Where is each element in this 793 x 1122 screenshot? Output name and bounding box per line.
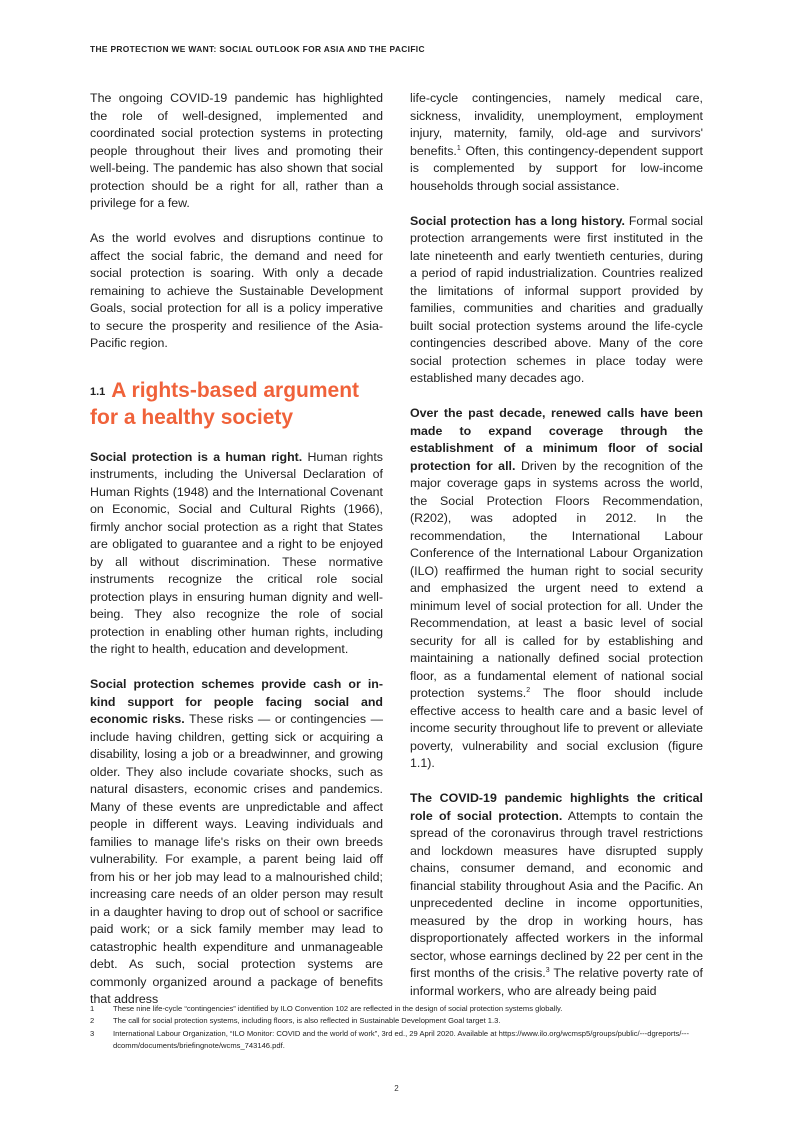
paragraph-lead: Social protection has a long history. [410,213,625,228]
paragraph-tail: The relative poverty rate of informal workers, who are already being paid [410,966,703,998]
footnote-1 [90,1003,710,1015]
paragraph-body: These risks — or contingencies — include having children, getting sick or acquiring a disability, losing a job or a breadwinner, and growing older. They also include covariate shocks, such as natural disasters, economic crises and pandemics. Many of these events are unpredictable and affect people in different ways. Leaving individuals and families to manage life's risks on their own breeds vulnerability. For example, a parent being laid off from his or her job may lead to a malnourished child; increasing care needs of an older person may result in a daughter having to drop out of school or sacrifice paid work; or a sick family member may lead to catastrophic health expenditure and unmanageable debt. As such, social protection systems are commonly organized around a package of benefits that address [90,712,383,1006]
intro-paragraph-1: The ongoing COVID-19 pandemic has highlighted the role of well-designed, implemented and coordinated social protection systems in protecting people throughout their lives and promoting their well-being. The pandemic has also shown that social protection should be a right for all, rather than a privilege for a few. [90,91,383,210]
footnote-3 [90,1028,710,1053]
footnote-number: 3 [90,1028,95,1038]
footnotes [90,1003,710,1053]
paragraph-body: Attempts to contain the spread of the coronavirus through travel restrictions and lockdown measures have disrupted supply chains, consumer demand, and economic and financial stability throughout Asia and the Pacific. An unprecedented decline in income opportunities, measured by the drop in working hours, has disproportionately affected workers in the informal sector, whose earnings declined by 22 per cent in the first months of the crisis. [410,808,703,980]
footnote-text: International Labour Organization, “ILO Monitor: COVID and the world of work”, 3rd ed., 29 April 2020. Available at https://www.ilo.org/wcmsp5/groups/public/---dgreports/---dcomm/documents/briefingnote/wcms_743146.pdf. [113,1028,689,1051]
paragraph-human-right [90,449,383,659]
paragraph-body: life-cycle contingencies, namely medical care, sickness, invalidity, unemployment, employment injury, maternity, family, old-age and survivors' benefits. [410,91,703,158]
section-title: A rights-based argument for a healthy society [90,379,360,429]
paragraph-tail: Often, this contingency-dependent support is complemented by support for low-income households through social assistance. [410,143,703,193]
footnote-text: These nine life-cycle “contingencies” identified by ILO Convention 102 are reflected in the design of social protection systems globally. [113,1004,563,1013]
footnote-2 [90,1015,710,1027]
right-column [410,90,703,1000]
footnote-number: 1 [90,1004,95,1013]
page-number: 2 [394,1084,399,1093]
paragraph-body: Driven by the recognition of the major coverage gaps in systems across the world, the Social Protection Floors Recommendation, (R202), was adopted in 2012. In the recommendation, the International Labour Conference of the International Labour Organization (ILO) reaffirmed the human right to social security and emphasized the urgent need to extend a minimum level of social protection for all. Under the Recommendation, at least a basic level of social security for all is called for by establishing and maintaining a nationally defined social protection floor, as a fundamental element of national social protection systems. [410,458,703,700]
paragraph-covid [410,790,703,1000]
footnote-ref: 2 [526,686,531,694]
paragraph-lead: Social protection is a human right. [90,449,303,464]
paragraph-body: Human rights instruments, including the Universal Declaration of Human Rights (1948) and the International Covenant on Economic, Social and Cultural Rights (1966), firmly anchor social protection as a right that States are obligated to guarantee and a right to be enjoyed by all without discrimination. These normative instruments recognize the critical role social protection plays in ensuring human dignity and well-being. They also recognize the role of social protection in enabling other human rights, including the right to health, education and development. [90,449,383,656]
footnote-number: 2 [90,1016,95,1026]
paragraph-history [410,213,703,388]
paragraph-contingencies [410,90,703,195]
paragraph-tail: The floor should include effective access to health care and a basic level of income security throughout life to prevent or alleviate poverty, vulnerability and social exclusion (figure 1.1). [410,686,703,770]
section-heading [90,378,383,431]
footnote-ref: 1 [456,144,461,152]
section-number: 1.1 [90,386,106,398]
footnote-text: The call for social protection systems, including floors, is also reflected in Sustainable Development Goal target 1.3. [113,1016,501,1026]
footnote-ref: 3 [545,966,550,974]
paragraph-lead: Social protection schemes provide cash or in-kind support for people facing social and economic risks. [90,677,383,726]
left-column [90,90,383,1009]
paragraph-lead: Over the past decade, renewed calls have been made to expand coverage through the establishment of a minimum floor of social protection for all. [410,406,703,473]
intro-paragraph-2: As the world evolves and disruptions continue to affect the social fabric, the demand and need for social protection is soaring. With only a decade remaining to achieve the Sustainable Development Goals, social protection for all is a policy imperative to secure the prosperity and resilience of the Asia-Pacific region. [90,231,383,350]
paragraph-body: Formal social protection arrangements were first instituted in the late nineteenth and early twentieth centuries, during a period of rapid industrialization. Countries realized the limitations of informal support provided by families, communities and charities and gradually built social protection systems around the life-cycle contingencies described above. Many of the core social protection schemes in place today were established many decades ago. [410,213,703,385]
paragraph-schemes [90,676,383,1009]
running-head: THE PROTECTION WE WANT: SOCIAL OUTLOOK FOR ASIA AND THE PACIFIC [90,44,425,54]
paragraph-minimum-floor [410,405,703,773]
paragraph-lead: The COVID-19 pandemic highlights the critical role of social protection. [410,791,703,823]
